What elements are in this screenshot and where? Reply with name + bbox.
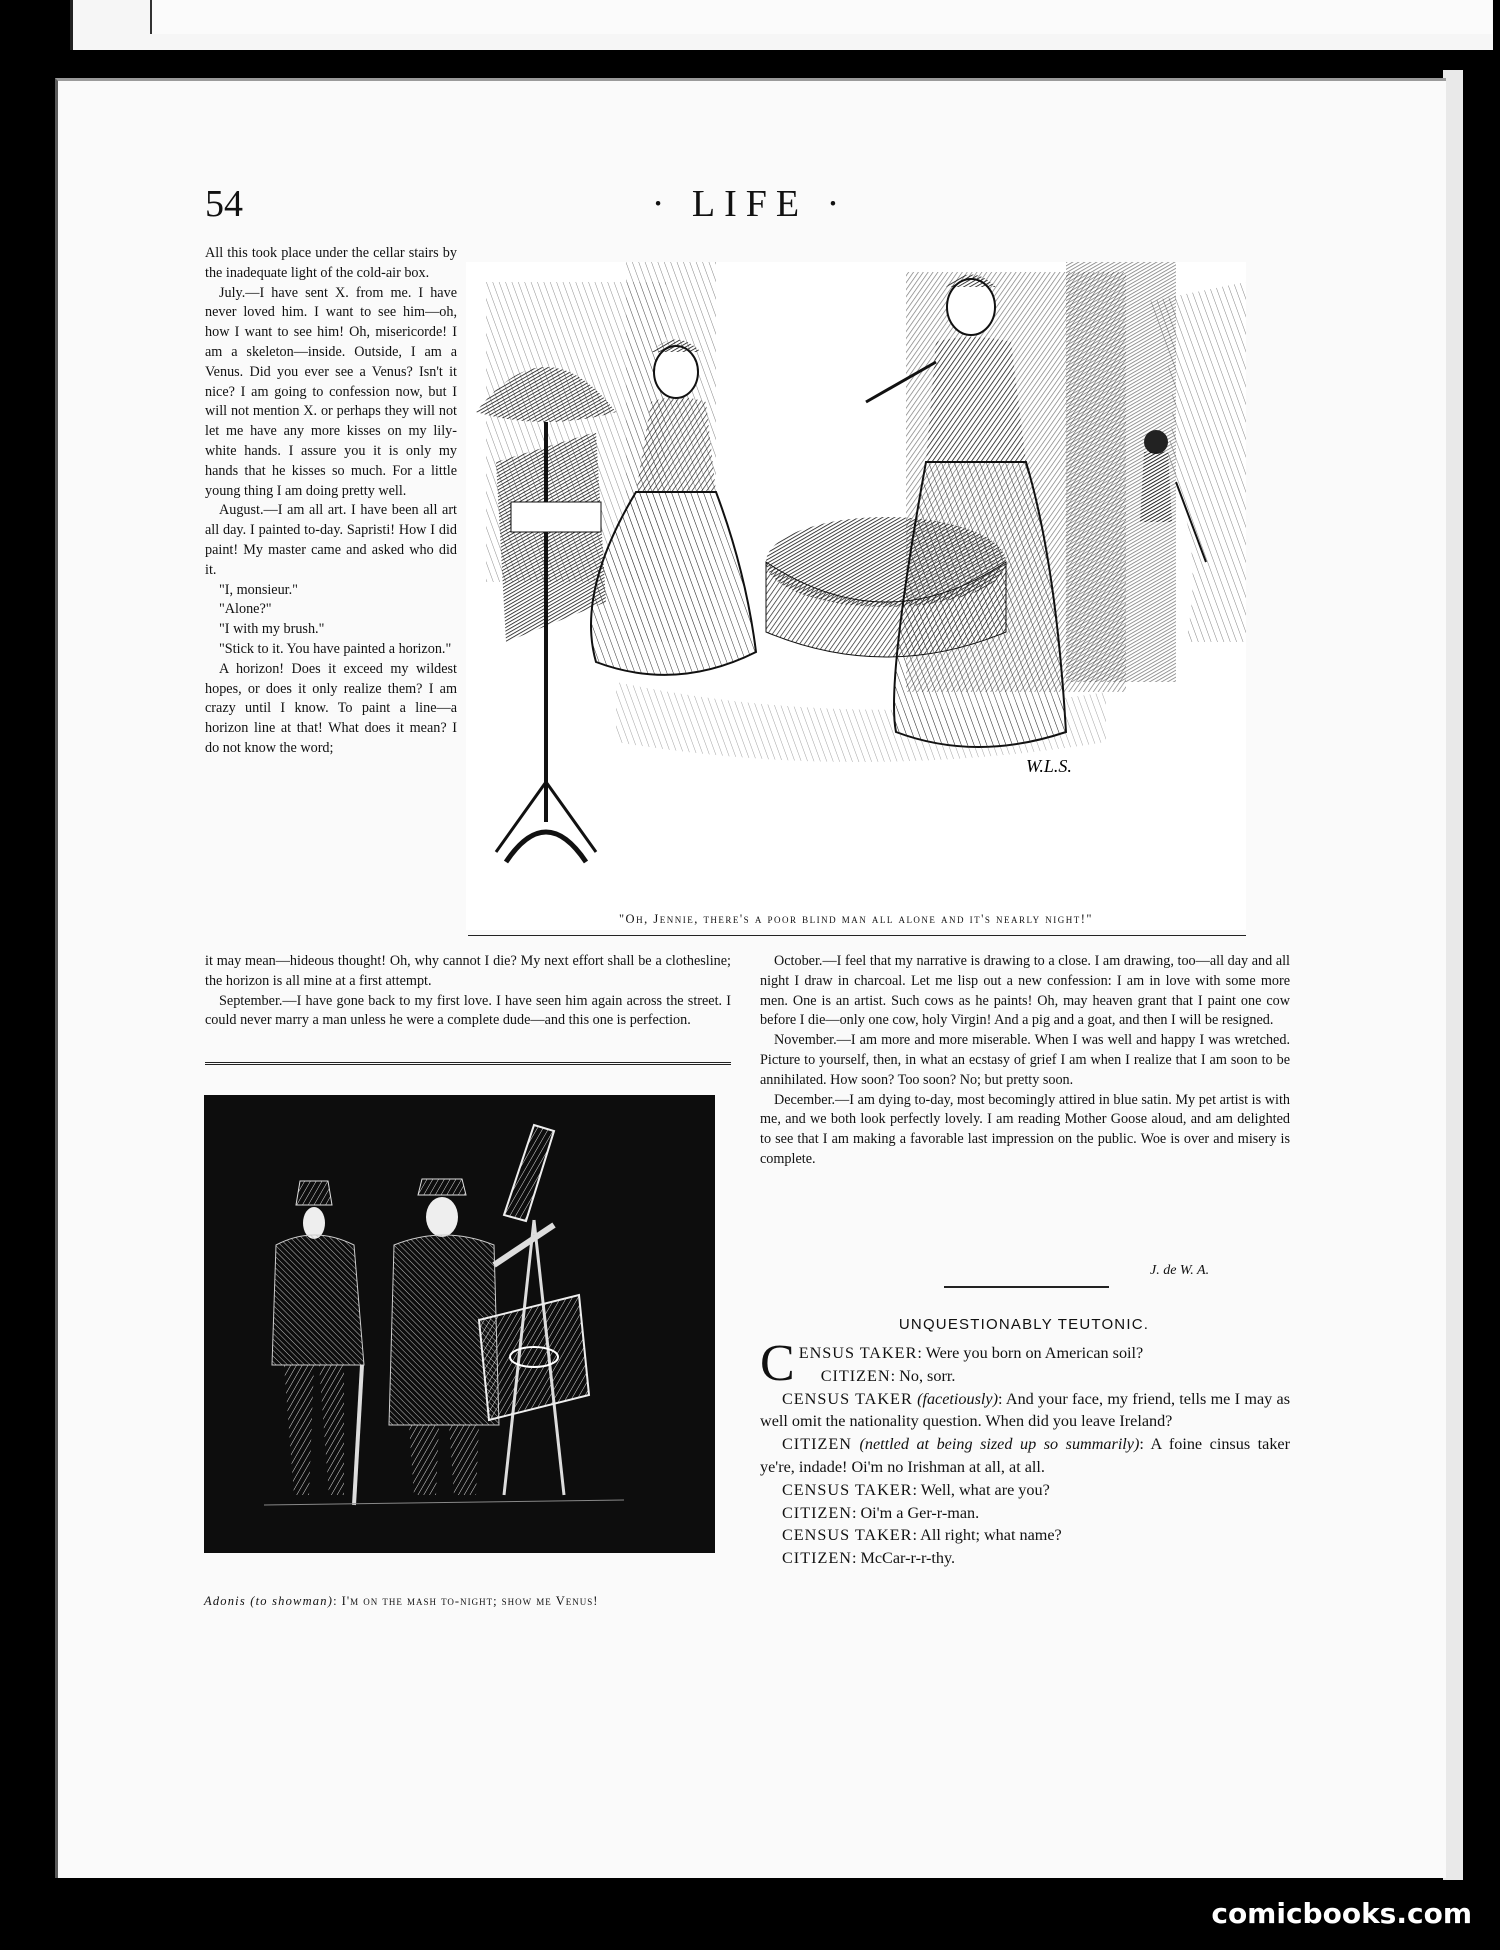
dialogue-line [760,1388,1290,1434]
stage-direction: (nettled at being sized up so summarily) [859,1435,1140,1454]
speaker-name: CITIZEN [820,1366,891,1385]
caption-direction: (to showman) [250,1594,334,1608]
paragraph-december: December.—I am dying to-day, most becomingly attired in blue satin. My pet artist is with me, and we both look perfectly lovely. I am reading Mother Goose aloud, and am delighted to see that I am making a favorable last impression on the public. Woe is over and misery is complete. [760,1091,1290,1167]
illustration-telescope-scene [204,1095,715,1553]
left-continuation [205,952,731,1031]
speaker-name: CENSUS TAKER [782,1389,913,1408]
left-column [205,244,457,759]
dialogue-line [760,1502,1290,1525]
caption-speaker: Adonis [204,1594,246,1608]
paragraph-august: August.—I am all art. I have been all art all day. I painted to-day. Sapristi! How I did paint! My master came and asked who did it. [205,502,457,578]
author-signature: J. de W. A. [1150,1263,1210,1278]
paragraph-november: November.—I am more and more miserable. When I was well and happy I was wretched. Picture to yourself, then, in what an ecstasy of grief I am when I realize that I am soon to be annihilated. How soon? Too soon? No; but pretty soon. [760,1032,1290,1088]
magazine-title: · LIFE · [651,183,849,225]
paragraph-september: September.—I have gone back to my first love. I have seen him again across the street. I could never marry a man unless he were a complete dude—and this one is perfection. [205,992,731,1029]
section-heading: UNQUESTIONABLY TEUTONIC. [898,1316,1150,1333]
illustration-caption-top: "Oh, Jennie, there's a poor blind man all alone and it's nearly night!" [618,912,1094,926]
paragraph: All this took place under the cellar stairs by the inadequate light of the cold-air box. [205,245,457,281]
speech: : No, sorr. [890,1366,956,1385]
dialogue-line [760,1433,1290,1479]
dialogue-line: "I with my brush." [219,621,325,638]
stage-direction: (facetiously) [917,1389,998,1408]
speaker-name: ENSUS TAKER [798,1344,918,1362]
speech: : A foine cinsus taker ye're, indade! Oi'm no Irishman at all, at all. [760,1435,1291,1476]
caption-rule [468,935,1246,936]
speaker-name: CENSUS TAKER [782,1526,913,1545]
underlying-page-edge-2 [150,0,1492,34]
speaker-name: CITIZEN [782,1435,852,1454]
speaker-name: CITIZEN [782,1503,852,1522]
caption-text: : I'm on the mash to-night; show me Venus! [333,1594,599,1608]
illustration-parlor-scene [466,262,1246,930]
dialogue-line [760,1365,1290,1388]
dialogue-line [760,1547,1290,1570]
next-page-edge [1443,70,1463,1880]
illustration-caption-bottom [204,1592,734,1611]
telescope-engraving [204,1095,715,1553]
dialogue-line: "Alone?" [219,601,272,618]
dialogue-line [760,1524,1290,1547]
paragraph: A horizon! Does it exceed my wildest hopes, or does it only realize them? I am crazy until I know. To paint a line—a horizon line at that! What does it mean? I do not know the word; [205,660,457,756]
drop-cap: C [760,1335,795,1392]
dialogue-line [760,1479,1290,1502]
speech: : McCar-r-r-thy. [851,1549,956,1568]
speech: : Were you born on American soil? [917,1344,1144,1362]
speaker-name: CENSUS TAKER [782,1480,913,1499]
paragraph-october: October.—I feel that my narrative is drawing to a close. I am drawing, too—all day and all night I draw in charcoal. Let me lisp out a new confession: I am in love with some more men. One is an artist. Such cows as he paints! Oh, may heaven grant that I paint one cow before I die—only one cow, holy Virgin! And a pig and a goat, and then I will be resigned. [760,953,1290,1029]
speech: : Oi'm a Ger-r-man. [851,1503,980,1522]
column-rule [205,1062,731,1065]
page-header [205,182,1295,232]
page-number: 54 [205,183,243,225]
speech: : And your face, my friend, tells me I may as well omit the nationality question. When did you leave Ireland? [760,1389,1291,1431]
paragraph: it may mean—hideous thought! Oh, why cannot I die? My next effort shall be a clothesline; the horizon is all mine at a first attempt. [205,953,731,989]
right-column [760,952,1290,1170]
parlor-engraving [466,262,1246,902]
dialogue-block [760,1335,1291,1570]
dialogue-line: "Stick to it. You have painted a horizon." [219,640,452,657]
paragraph-july: July.—I have sent X. from me. I have never loved him. I want to see him—oh, how I want to see him! Oh, misericorde! I am a skeleton—inside. Outside, I am a Venus. Did you ever see a Venus? Isn't it nice? I am going to confession now, but I will not mention X. or perhaps they will not let me have any more kisses on my lily-white hands. I assure you it is only my hands that he kisses so much. For a little young thing I am doing pretty well. [205,284,457,499]
speaker-name: CITIZEN [782,1549,852,1568]
speech: : All right; what name? [912,1526,1062,1545]
section-divider [944,1286,1109,1288]
artist-signature: W.L.S. [1026,756,1072,776]
speech: : Well, what are you? [912,1480,1050,1499]
site-watermark: comicbooks.com [1211,1897,1472,1930]
dialogue-line: "I, monsieur." [219,581,298,598]
